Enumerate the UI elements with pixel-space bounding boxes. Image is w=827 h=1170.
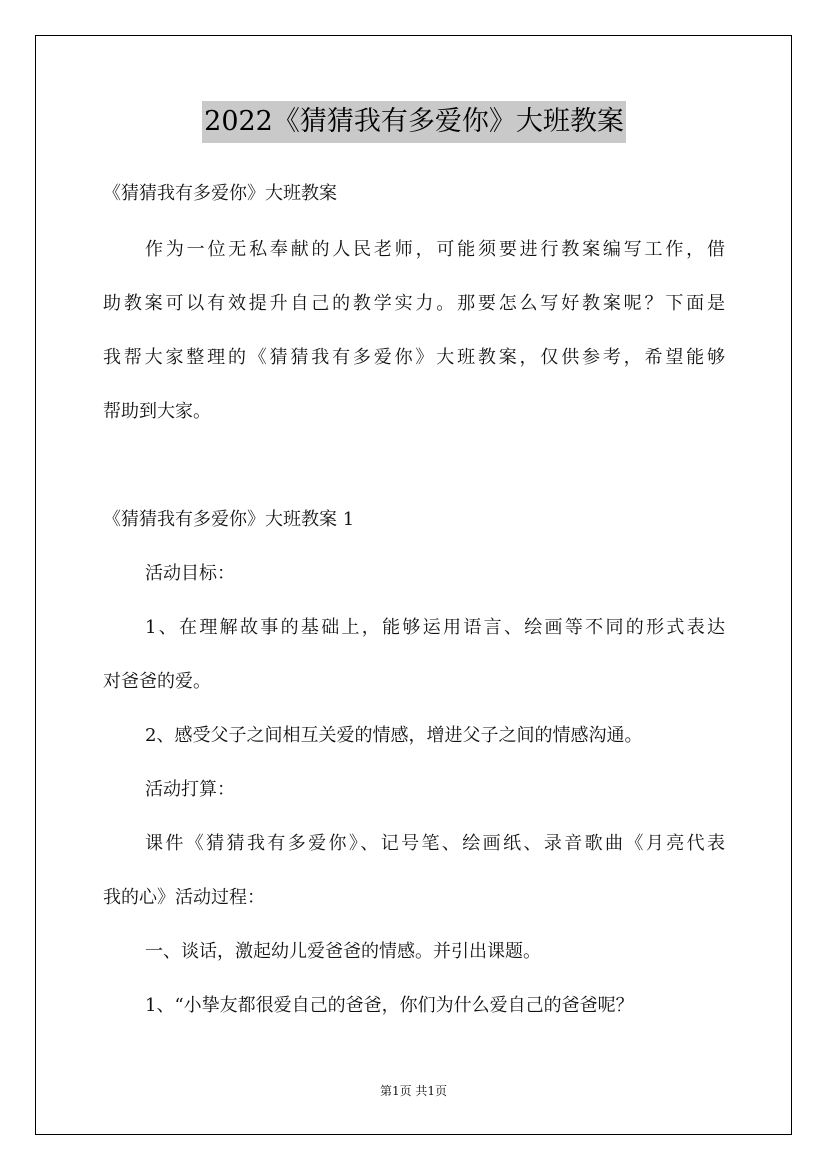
prep-line-2: 我的心》活动过程： <box>103 887 265 908</box>
step-1-1: 1、“小挚友都很爱自己的爸爸，你们为什么爱自己的爸爸呢？ <box>145 995 634 1016</box>
title-block <box>103 101 725 143</box>
prep-label: 活动打算： <box>145 779 235 800</box>
goal-1-line-1: 1、在理解故事的基础上，能够运用语言、绘画等不同的形式表达 <box>145 617 725 638</box>
document-title: 2022《猜猜我有多爱你》大班教案 <box>202 101 626 143</box>
page-footer: 第1页 共1页 <box>379 1084 448 1098</box>
intro-line-2: 助教案可以有效提升自己的教学实力。那要怎么写好教案呢？下面是 <box>103 293 725 314</box>
section-heading: 《猜猜我有多爱你》大班教案 1 <box>103 509 355 530</box>
goal-label: 活动目标： <box>145 563 235 584</box>
subtitle: 《猜猜我有多爱你》大班教案 <box>103 183 337 204</box>
step-1: 一、谈话，激起幼儿爱爸爸的情感。并引出课题。 <box>145 941 541 962</box>
prep-line-1: 课件《猜猜我有多爱你》、记号笔、绘画纸、录音歌曲《月亮代表 <box>145 833 725 854</box>
intro-line-1: 作为一位无私奉献的人民老师，可能须要进行教案编写工作，借 <box>145 239 725 260</box>
intro-line-4: 帮助到大家。 <box>103 401 211 422</box>
intro-line-3: 我帮大家整理的《猜猜我有多爱你》大班教案，仅供参考，希望能够 <box>103 347 725 368</box>
goal-2: 2、感受父子之间相互关爱的情感，增进父子之间的情感沟通。 <box>145 725 643 746</box>
goal-1-line-2: 对爸爸的爱。 <box>103 671 211 692</box>
